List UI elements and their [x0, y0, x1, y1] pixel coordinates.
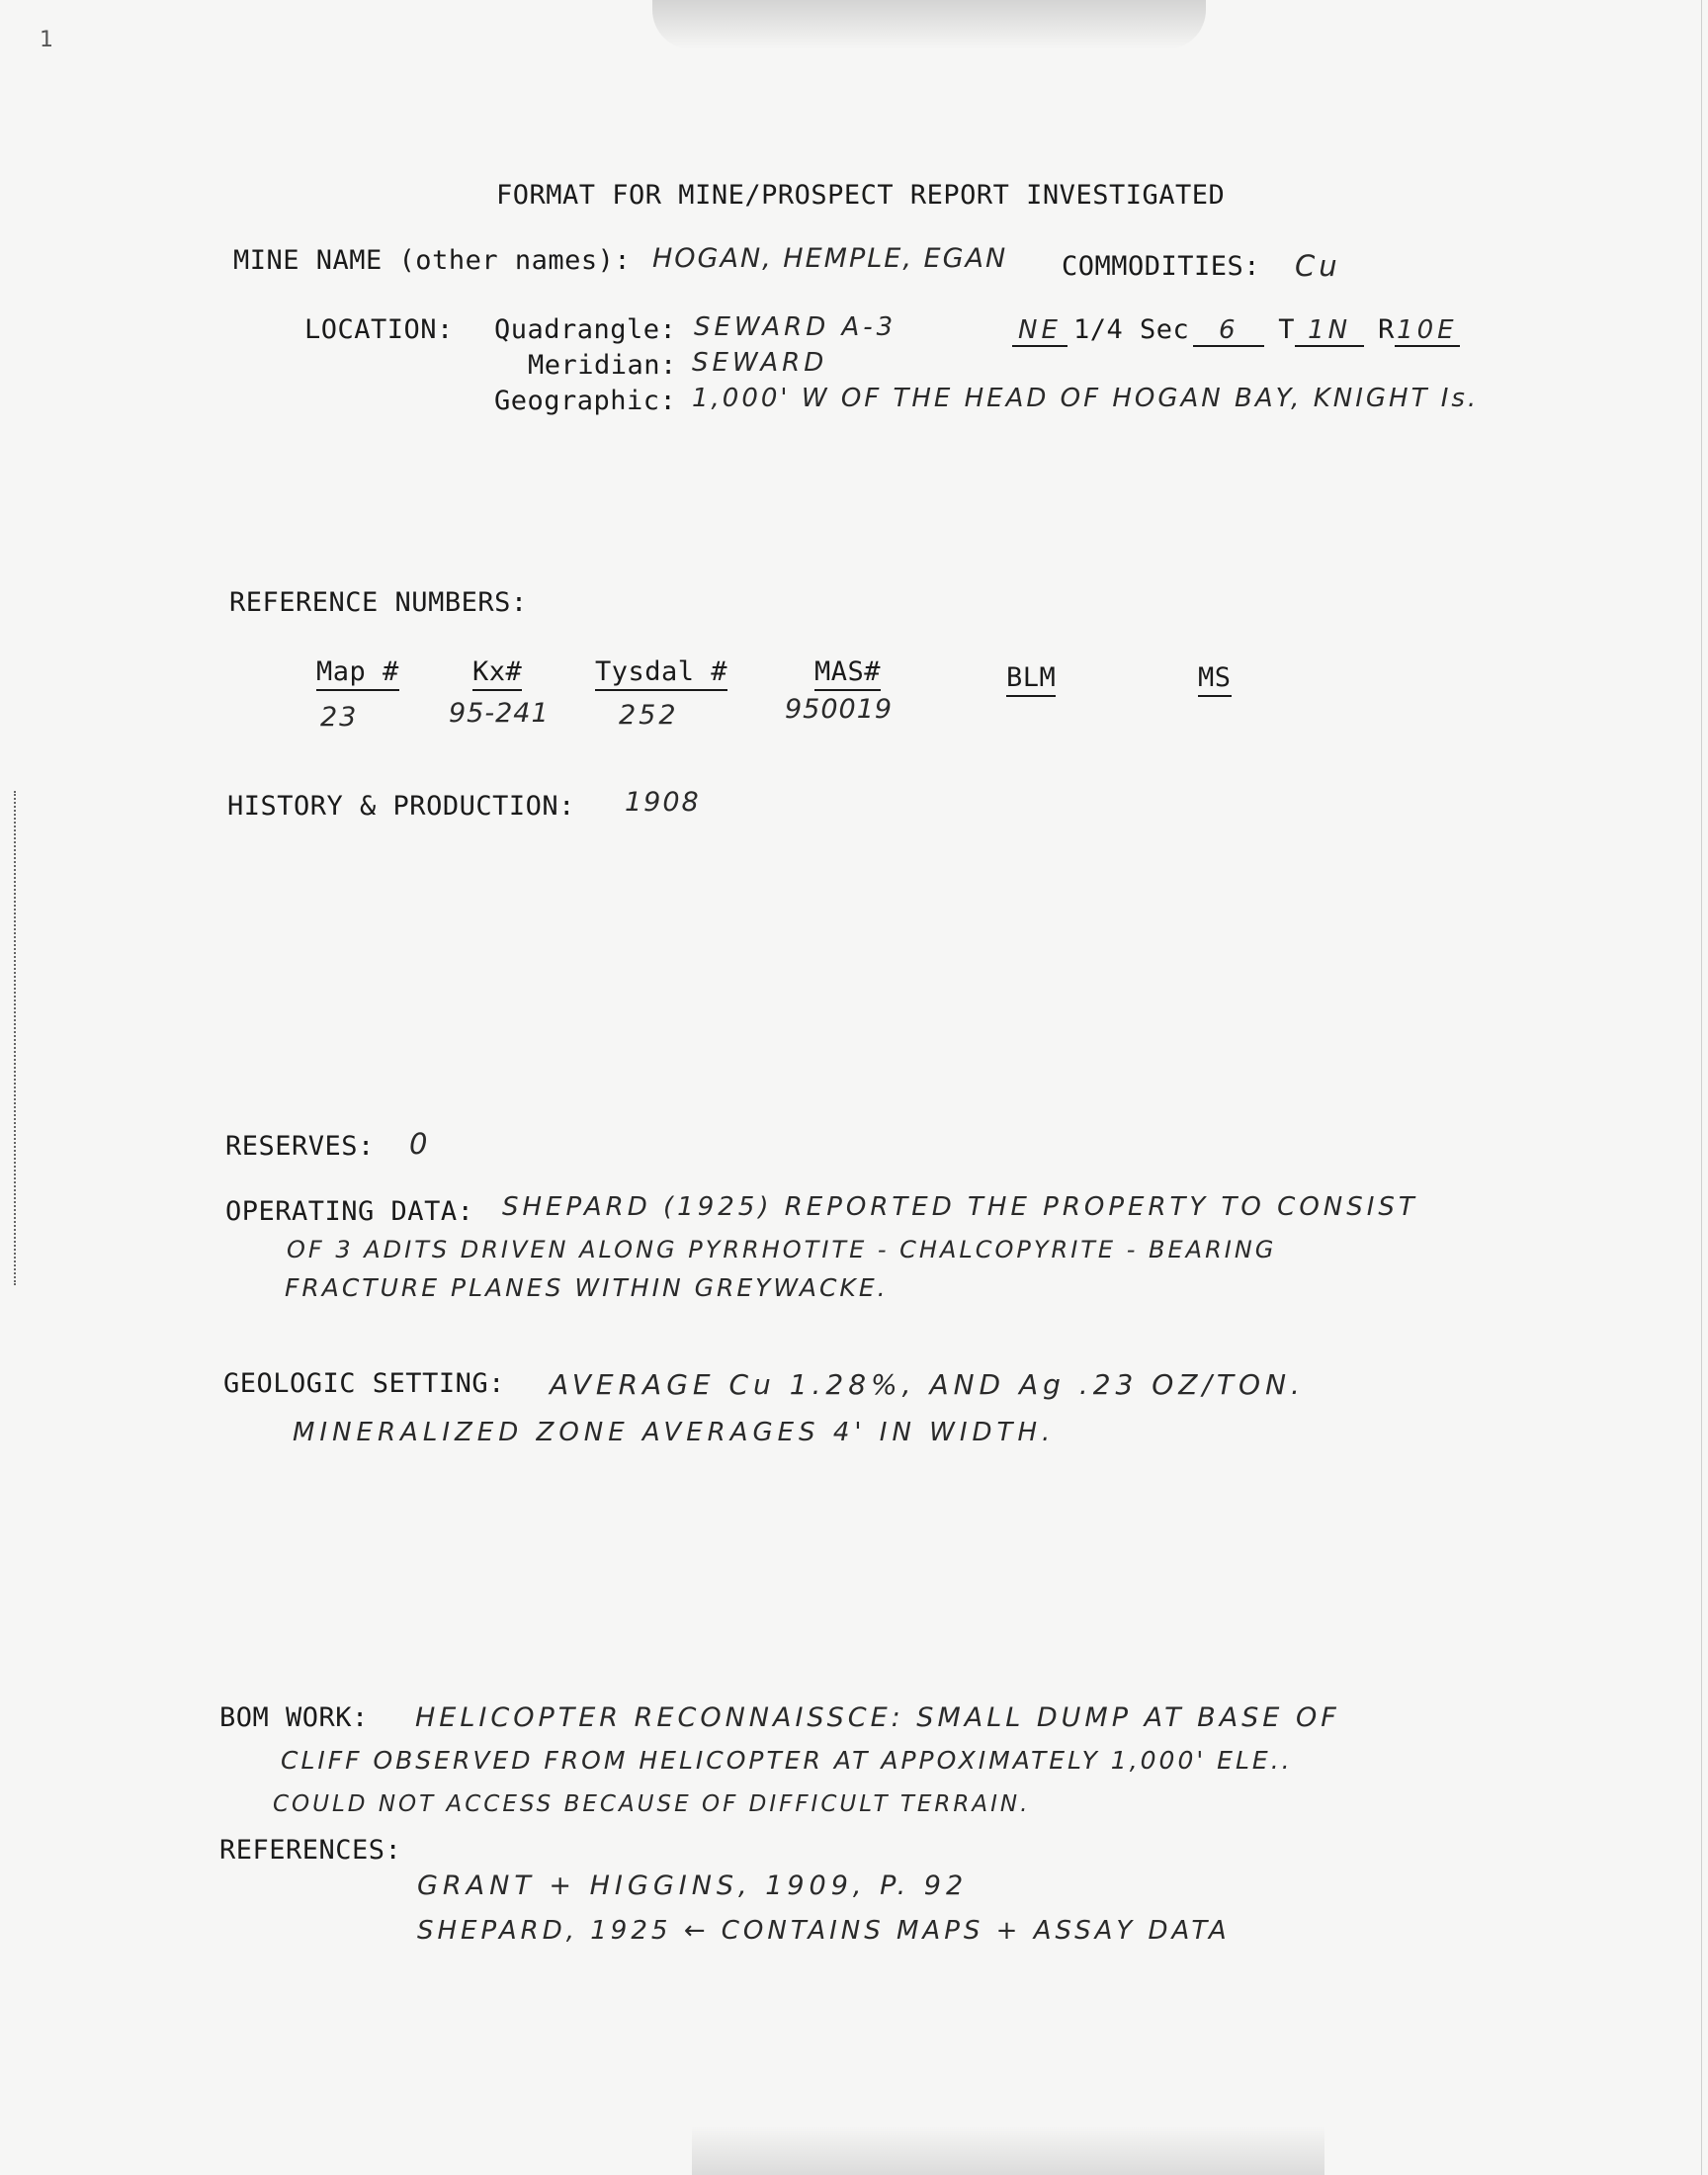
reference-entry: GRANT + HIGGINS, 1909, P. 92 — [417, 1870, 969, 1901]
quadrangle-value: SEWARD A-3 — [694, 312, 897, 342]
page-edge — [1701, 0, 1702, 2175]
sec-twp-rng — [1012, 314, 1460, 347]
ref-header-blm: BLM — [1006, 662, 1056, 697]
operating-data-line: FRACTURE PLANES WITHIN GREYWACKE. — [285, 1273, 889, 1302]
commodities-label: COMMODITIES: — [1062, 251, 1261, 282]
geologic-setting-label: GEOLOGIC SETTING: — [223, 1368, 505, 1399]
reference-entry: SHEPARD, 1925 ← CONTAINS MAPS + ASSAY DATA — [417, 1916, 1231, 1946]
operating-data-line: OF 3 ADITS DRIVEN ALONG PYRRHOTITE - CHALCOPYRITE - BEARING — [287, 1236, 1277, 1263]
township-value: 1N — [1295, 315, 1364, 347]
quarter-value: NE — [1012, 315, 1068, 347]
references-label: REFERENCES: — [219, 1835, 402, 1866]
mine-name-label: MINE NAME (other names): — [233, 245, 632, 276]
ref-value-mas: 950019 — [785, 694, 894, 725]
quarter-label: 1/4 Sec — [1073, 314, 1190, 345]
range-value: 10E — [1395, 315, 1460, 347]
bom-work-line: HELICOPTER RECONNAISSCE: SMALL DUMP AT BASE OF — [415, 1702, 1340, 1733]
bom-work-line: CLIFF OBSERVED FROM HELICOPTER AT APPOXIMATELY 1,000' ELE.. — [281, 1746, 1293, 1775]
binding-holes — [14, 791, 20, 1285]
geologic-setting-line: AVERAGE Cu 1.28%, AND Ag .23 OZ/TON. — [550, 1368, 1305, 1401]
reserves-label: RESERVES: — [225, 1131, 375, 1162]
mine-name-value: HOGAN, HEMPLE, EGAN — [652, 243, 1008, 274]
range-label: R — [1378, 314, 1395, 345]
corner-page-mark: 1 — [40, 28, 53, 52]
history-production-value: 1908 — [625, 787, 701, 818]
ref-value-map: 23 — [320, 702, 359, 733]
bom-work-line: COULD NOT ACCESS BECAUSE OF DIFFICULT TERRAIN. — [273, 1791, 1031, 1817]
ref-value-kx: 95-241 — [449, 698, 550, 729]
ref-header-mas: MAS# — [814, 656, 881, 691]
section-value: 6 — [1193, 315, 1264, 347]
township-label: T — [1278, 314, 1296, 345]
location-label: LOCATION: — [304, 314, 454, 345]
geographic-label: Geographic: — [494, 386, 677, 416]
form-title: FORMAT FOR MINE/PROSPECT REPORT INVESTIGATED — [496, 180, 1226, 211]
geographic-value: 1,000' W OF THE HEAD OF HOGAN BAY, KNIGHT Is. — [692, 384, 1480, 413]
reserves-value: 0 — [409, 1127, 432, 1161]
ref-header-kx: Kx# — [472, 656, 522, 691]
ref-value-tysdal: 252 — [619, 700, 679, 731]
ref-header-map: Map # — [316, 656, 399, 691]
meridian-value: SEWARD — [692, 348, 828, 378]
bom-work-label: BOM WORK: — [219, 1702, 369, 1733]
meridian-label: Meridian: — [528, 350, 677, 381]
geologic-setting-line: MINERALIZED ZONE AVERAGES 4' IN WIDTH. — [293, 1418, 1056, 1447]
ref-header-ms: MS — [1198, 662, 1232, 697]
commodities-value: Cu — [1295, 249, 1341, 283]
operating-data-line: SHEPARD (1925) REPORTED THE PROPERTY TO CONSIST — [502, 1192, 1418, 1222]
scan-shadow-bottom — [692, 2126, 1324, 2175]
reference-numbers-label: REFERENCE NUMBERS: — [229, 587, 528, 618]
history-production-label: HISTORY & PRODUCTION: — [227, 791, 575, 822]
ref-header-tysdal: Tysdal # — [595, 656, 727, 691]
scan-shadow-top — [652, 0, 1206, 49]
quadrangle-label: Quadrangle: — [494, 314, 677, 345]
operating-data-label: OPERATING DATA: — [225, 1196, 474, 1227]
